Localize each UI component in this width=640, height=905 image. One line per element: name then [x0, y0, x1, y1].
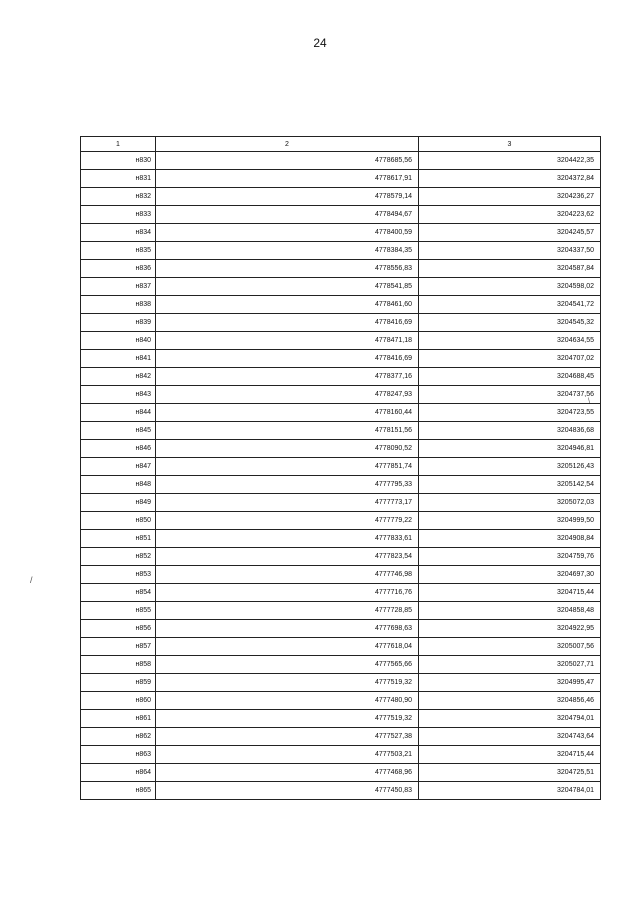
- y-coordinate-cell: 3204856,46: [419, 692, 601, 710]
- y-coordinate-cell: 3204707,02: [419, 350, 601, 368]
- x-coordinate-cell: 4777779,22: [156, 512, 419, 530]
- y-coordinate-cell: 3204715,44: [419, 584, 601, 602]
- x-coordinate-cell: 4777823,54: [156, 548, 419, 566]
- y-coordinate-cell: 3205072,03: [419, 494, 601, 512]
- x-coordinate-cell: 4778556,83: [156, 260, 419, 278]
- point-id-cell: н843: [81, 386, 156, 404]
- column-header: 2: [156, 137, 419, 152]
- y-coordinate-cell: 3204995,47: [419, 674, 601, 692]
- scan-mark: \: [588, 398, 590, 405]
- y-coordinate-cell: 3204836,68: [419, 422, 601, 440]
- point-id-cell: н865: [81, 782, 156, 800]
- table-row: [81, 746, 601, 764]
- y-coordinate-cell: 3204743,64: [419, 728, 601, 746]
- point-id-cell: н862: [81, 728, 156, 746]
- x-coordinate-cell: 4777618,04: [156, 638, 419, 656]
- point-id-cell: н830: [81, 152, 156, 170]
- x-coordinate-cell: 4778685,56: [156, 152, 419, 170]
- table-row: [81, 260, 601, 278]
- x-coordinate-cell: 4778377,16: [156, 368, 419, 386]
- table-body: [81, 152, 601, 800]
- table-row: [81, 440, 601, 458]
- y-coordinate-cell: 3204725,51: [419, 764, 601, 782]
- column-header: 1: [81, 137, 156, 152]
- table-row: [81, 206, 601, 224]
- y-coordinate-cell: 3204759,76: [419, 548, 601, 566]
- x-coordinate-cell: 4777519,32: [156, 710, 419, 728]
- table-row: [81, 458, 601, 476]
- table-row: [81, 224, 601, 242]
- x-coordinate-cell: 4778416,69: [156, 350, 419, 368]
- point-id-cell: н856: [81, 620, 156, 638]
- point-id-cell: н847: [81, 458, 156, 476]
- x-coordinate-cell: 4777728,85: [156, 602, 419, 620]
- y-coordinate-cell: 3204372,84: [419, 170, 601, 188]
- table-row: [81, 764, 601, 782]
- table-row: [81, 314, 601, 332]
- point-id-cell: н844: [81, 404, 156, 422]
- y-coordinate-cell: 3204634,55: [419, 332, 601, 350]
- point-id-cell: н833: [81, 206, 156, 224]
- x-coordinate-cell: 4778400,59: [156, 224, 419, 242]
- table-row: [81, 368, 601, 386]
- point-id-cell: н837: [81, 278, 156, 296]
- table-row: [81, 188, 601, 206]
- table-row: [81, 782, 601, 800]
- point-id-cell: н861: [81, 710, 156, 728]
- x-coordinate-cell: 4778247,93: [156, 386, 419, 404]
- table-row: [81, 548, 601, 566]
- table-row: [81, 530, 601, 548]
- point-id-cell: н855: [81, 602, 156, 620]
- x-coordinate-cell: 4778579,14: [156, 188, 419, 206]
- y-coordinate-cell: 3204236,27: [419, 188, 601, 206]
- x-coordinate-cell: 4777527,38: [156, 728, 419, 746]
- y-coordinate-cell: 3205142,54: [419, 476, 601, 494]
- point-id-cell: н839: [81, 314, 156, 332]
- point-id-cell: н836: [81, 260, 156, 278]
- point-id-cell: н864: [81, 764, 156, 782]
- y-coordinate-cell: 3204223,62: [419, 206, 601, 224]
- table-row: [81, 512, 601, 530]
- y-coordinate-cell: 3204715,44: [419, 746, 601, 764]
- x-coordinate-cell: 4778471,18: [156, 332, 419, 350]
- table-row: [81, 674, 601, 692]
- point-id-cell: н851: [81, 530, 156, 548]
- y-coordinate-cell: 3204999,50: [419, 512, 601, 530]
- table-row: [81, 386, 601, 404]
- point-id-cell: н852: [81, 548, 156, 566]
- table-row: [81, 170, 601, 188]
- table-row: [81, 728, 601, 746]
- x-coordinate-cell: 4778384,35: [156, 242, 419, 260]
- x-coordinate-cell: 4777519,32: [156, 674, 419, 692]
- point-id-cell: н835: [81, 242, 156, 260]
- table-row: [81, 710, 601, 728]
- table-row: [81, 152, 601, 170]
- table-row: [81, 584, 601, 602]
- column-header: 3: [419, 137, 601, 152]
- x-coordinate-cell: 4777468,96: [156, 764, 419, 782]
- y-coordinate-cell: 3205007,56: [419, 638, 601, 656]
- table-row: [81, 332, 601, 350]
- point-id-cell: н834: [81, 224, 156, 242]
- point-id-cell: н840: [81, 332, 156, 350]
- x-coordinate-cell: 4778160,44: [156, 404, 419, 422]
- table-row: [81, 422, 601, 440]
- y-coordinate-cell: 3205027,71: [419, 656, 601, 674]
- x-coordinate-cell: 4778541,85: [156, 278, 419, 296]
- y-coordinate-cell: 3204697,30: [419, 566, 601, 584]
- table-row: [81, 242, 601, 260]
- point-id-cell: н842: [81, 368, 156, 386]
- point-id-cell: н846: [81, 440, 156, 458]
- x-coordinate-cell: 4778617,91: [156, 170, 419, 188]
- table-row: [81, 692, 601, 710]
- y-coordinate-cell: 3204541,72: [419, 296, 601, 314]
- table-row: [81, 404, 601, 422]
- point-id-cell: н858: [81, 656, 156, 674]
- table-header-row: [81, 137, 601, 152]
- y-coordinate-cell: 3204946,81: [419, 440, 601, 458]
- y-coordinate-cell: 3204922,95: [419, 620, 601, 638]
- y-coordinate-cell: 3204245,57: [419, 224, 601, 242]
- x-coordinate-cell: 4777565,66: [156, 656, 419, 674]
- table-row: [81, 620, 601, 638]
- x-coordinate-cell: 4777480,90: [156, 692, 419, 710]
- table-row: [81, 656, 601, 674]
- x-coordinate-cell: 4777851,74: [156, 458, 419, 476]
- table-row: [81, 476, 601, 494]
- y-coordinate-cell: 3204545,32: [419, 314, 601, 332]
- y-coordinate-cell: 3204737,56: [419, 386, 601, 404]
- point-id-cell: н848: [81, 476, 156, 494]
- y-coordinate-cell: 3204337,50: [419, 242, 601, 260]
- y-coordinate-cell: 3204784,01: [419, 782, 601, 800]
- y-coordinate-cell: 3204598,02: [419, 278, 601, 296]
- x-coordinate-cell: 4777773,17: [156, 494, 419, 512]
- point-id-cell: н845: [81, 422, 156, 440]
- x-coordinate-cell: 4778461,60: [156, 296, 419, 314]
- y-coordinate-cell: 3204422,35: [419, 152, 601, 170]
- point-id-cell: н854: [81, 584, 156, 602]
- scan-mark: /: [30, 575, 33, 585]
- point-id-cell: н860: [81, 692, 156, 710]
- table-row: [81, 296, 601, 314]
- table-row: [81, 350, 601, 368]
- point-id-cell: н849: [81, 494, 156, 512]
- x-coordinate-cell: 4777716,76: [156, 584, 419, 602]
- point-id-cell: н853: [81, 566, 156, 584]
- point-id-cell: н831: [81, 170, 156, 188]
- x-coordinate-cell: 4777833,61: [156, 530, 419, 548]
- y-coordinate-cell: 3204587,84: [419, 260, 601, 278]
- point-id-cell: н832: [81, 188, 156, 206]
- point-id-cell: н863: [81, 746, 156, 764]
- table-row: [81, 566, 601, 584]
- point-id-cell: н838: [81, 296, 156, 314]
- x-coordinate-cell: 4777698,63: [156, 620, 419, 638]
- table-row: [81, 638, 601, 656]
- point-id-cell: н850: [81, 512, 156, 530]
- table-row: [81, 494, 601, 512]
- x-coordinate-cell: 4778416,69: [156, 314, 419, 332]
- x-coordinate-cell: 4777503,21: [156, 746, 419, 764]
- point-id-cell: н857: [81, 638, 156, 656]
- y-coordinate-cell: 3204908,84: [419, 530, 601, 548]
- x-coordinate-cell: 4777795,33: [156, 476, 419, 494]
- y-coordinate-cell: 3205126,43: [419, 458, 601, 476]
- y-coordinate-cell: 3204794,01: [419, 710, 601, 728]
- x-coordinate-cell: 4778494,67: [156, 206, 419, 224]
- coordinates-table: [80, 136, 601, 800]
- x-coordinate-cell: 4778090,52: [156, 440, 419, 458]
- table-row: [81, 602, 601, 620]
- point-id-cell: н859: [81, 674, 156, 692]
- y-coordinate-cell: 3204858,48: [419, 602, 601, 620]
- x-coordinate-cell: 4778151,56: [156, 422, 419, 440]
- page-number: 24: [313, 36, 327, 50]
- x-coordinate-cell: 4777746,98: [156, 566, 419, 584]
- y-coordinate-cell: 3204688,45: [419, 368, 601, 386]
- x-coordinate-cell: 4777450,83: [156, 782, 419, 800]
- table-row: [81, 278, 601, 296]
- y-coordinate-cell: 3204723,55: [419, 404, 601, 422]
- point-id-cell: н841: [81, 350, 156, 368]
